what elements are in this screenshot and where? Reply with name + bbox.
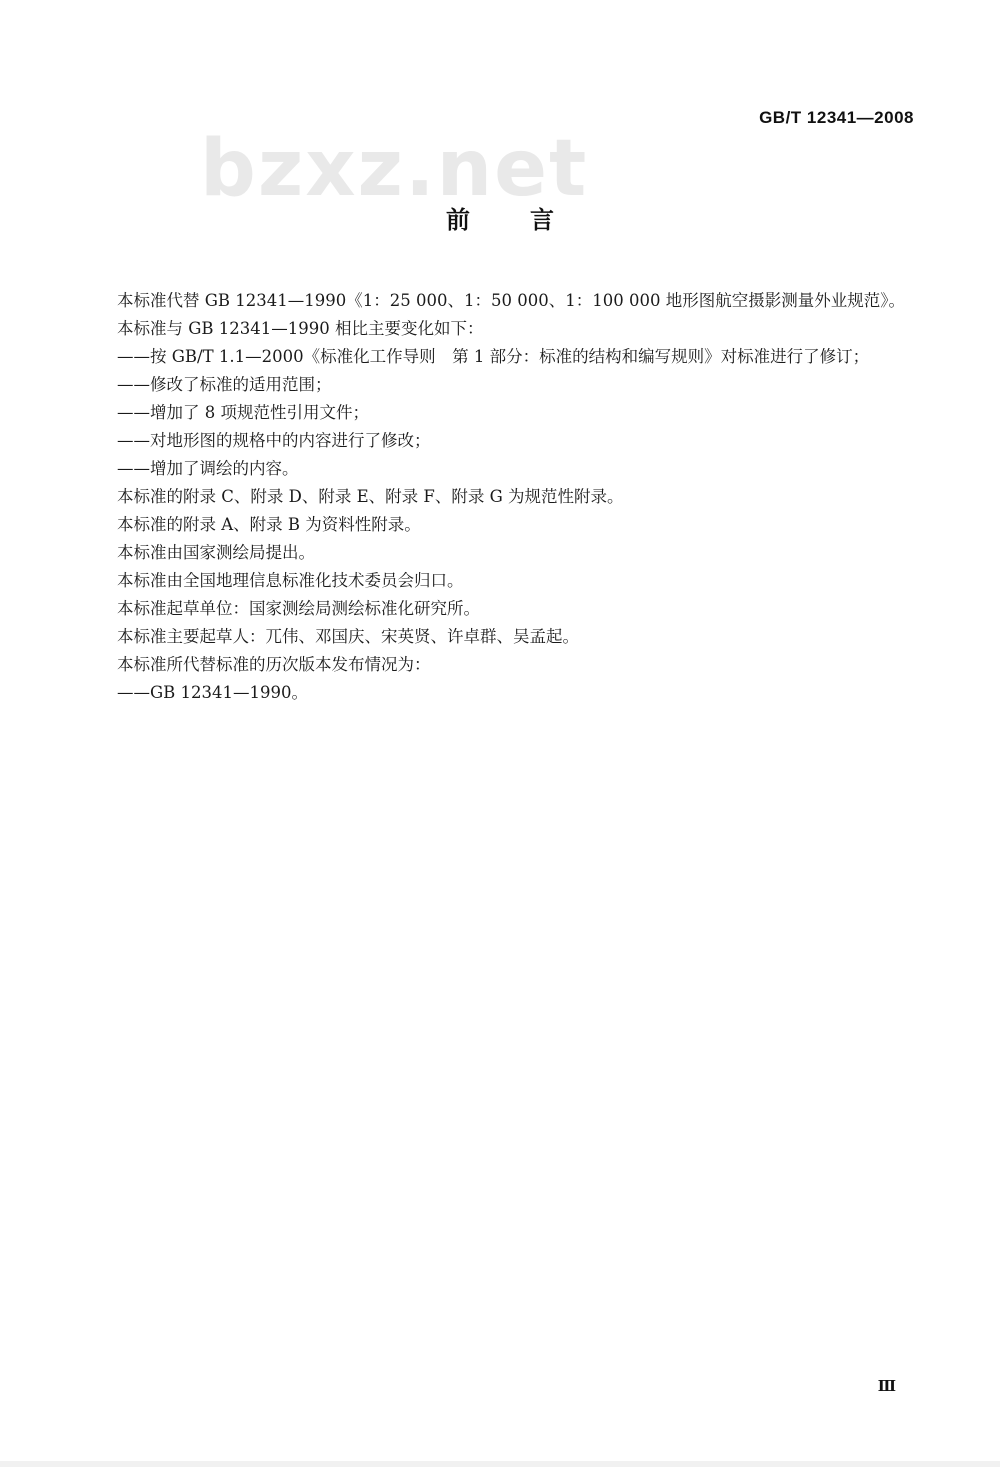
paragraph-proposed-by: 本标准由国家测绘局提出。	[117, 543, 315, 562]
foreword-body	[117, 287, 917, 707]
list-item: ——增加了 8 项规范性引用文件；	[117, 403, 369, 422]
paragraph-replacement: 本标准代替 GB 12341—1990《1：25 000、1：50 000、1：100 000 地形图航空摄影测量外业规范》。	[117, 291, 905, 310]
section-title: 前言	[446, 206, 614, 234]
paragraph-drafters: 本标准主要起草人：兀伟、邓国庆、宋英贤、许卓群、吴孟起。	[117, 627, 579, 646]
page-number: Ⅲ	[877, 1377, 896, 1395]
paragraph-normative-annexes: 本标准的附录 C、附录 D、附录 E、附录 F、附录 G 为规范性附录。	[117, 487, 624, 506]
paragraph-changes-intro: 本标准与 GB 12341—1990 相比主要变化如下：	[117, 319, 484, 338]
list-item: ——增加了调绘的内容。	[117, 459, 299, 478]
watermark: bzxz.net	[200, 124, 589, 214]
list-item: ——GB 12341—1990。	[117, 683, 309, 702]
list-item: ——对地形图的规格中的内容进行了修改；	[117, 431, 431, 450]
document-code: GB/T 12341—2008	[759, 108, 914, 127]
list-item: ——修改了标准的适用范围；	[117, 375, 332, 394]
paragraph-administered-by: 本标准由全国地理信息标准化技术委员会归口。	[117, 571, 464, 590]
paragraph-history-intro: 本标准所代替标准的历次版本发布情况为：	[117, 655, 431, 674]
page-edge	[0, 1461, 1000, 1467]
paragraph-informative-annexes: 本标准的附录 A、附录 B 为资料性附录。	[117, 515, 421, 534]
list-item: ——按 GB/T 1.1—2000《标准化工作导则 第 1 部分：标准的结构和编写规则》对标准进行了修订；	[117, 347, 870, 366]
paragraph-drafting-unit: 本标准起草单位：国家测绘局测绘标准化研究所。	[117, 599, 480, 618]
